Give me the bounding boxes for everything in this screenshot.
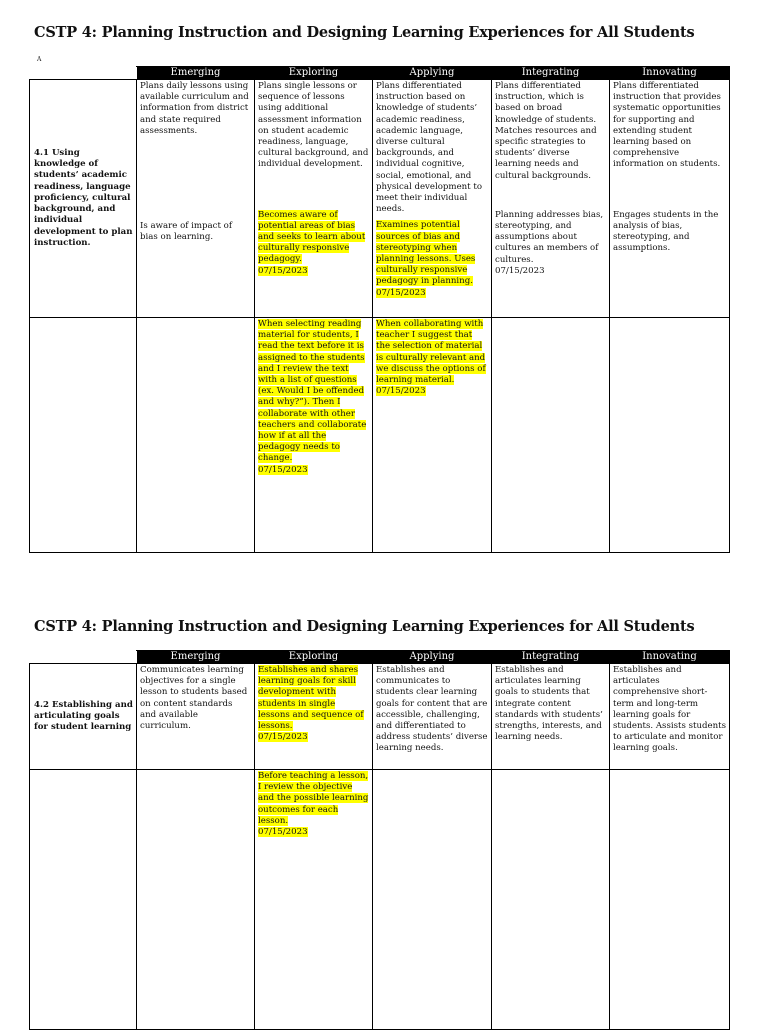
column-header-integrating: Integrating bbox=[492, 67, 610, 80]
evidence-emerging-cell bbox=[137, 770, 255, 1030]
header-blank-cell bbox=[30, 651, 137, 664]
column-header-innovating: Innovating bbox=[610, 67, 730, 80]
exploring-cell bbox=[255, 664, 373, 770]
exploring-bias-descriptor: Becomes aware of potential areas of bias and seeks to learn about culturally responsive pedagogy. bbox=[258, 209, 366, 265]
section1-header-row bbox=[30, 67, 730, 80]
section2-evidence-row bbox=[30, 770, 730, 1030]
exploring-descriptor: Plans single lessons or sequence of lessons using additional assessment information on student academic readiness, language, cultural background, and individual development. bbox=[258, 81, 369, 170]
exploring-cell bbox=[255, 80, 373, 318]
evidence-innovating-cell bbox=[610, 318, 730, 553]
integrating-bias-date: 07/15/2023 bbox=[495, 265, 545, 276]
evidence-integrating-cell bbox=[492, 770, 610, 1030]
applying-cell bbox=[373, 80, 492, 318]
evidence-applying-cell bbox=[373, 318, 492, 553]
section1-title: CSTP 4: Planning Instruction and Designing Learning Experiences for All Students bbox=[34, 24, 695, 41]
exploring-evidence-date: 07/15/2023 bbox=[258, 464, 308, 475]
section2-rubric-table bbox=[29, 650, 730, 1030]
exploring-evidence: When selecting reading material for students, I read the text before it is assigned to the students and I review the text with a list of questions (ex. Would I be offended and why?”). Then I collaborate with other teachers and collaborate how if at all the pedagogy needs to change. bbox=[258, 319, 367, 464]
section1-rubric-table bbox=[29, 66, 730, 553]
column-header-emerging: Emerging bbox=[137, 67, 255, 80]
column-header-integrating: Integrating bbox=[492, 651, 610, 664]
innovating-descriptor: Plans differentiated instruction that provides systematic opportunities for supporting and extending student learning based on comprehensive information on students. bbox=[613, 81, 721, 170]
exploring-date: 07/15/2023 bbox=[258, 732, 308, 743]
column-header-applying: Applying bbox=[373, 67, 492, 80]
innovating-descriptor: Establishes and articulates comprehensive short-term and long-term learning goals for students. Assists students to articulate and monitor learning goals. bbox=[610, 664, 730, 770]
innovating-cell bbox=[610, 80, 730, 318]
section1-marker: A bbox=[37, 56, 42, 63]
column-header-exploring: Exploring bbox=[255, 67, 373, 80]
section1-evidence-row bbox=[30, 318, 730, 553]
evidence-emerging-cell bbox=[137, 318, 255, 553]
applying-evidence-date: 07/15/2023 bbox=[376, 386, 426, 397]
column-header-exploring: Exploring bbox=[255, 651, 373, 664]
evidence-integrating-cell bbox=[492, 318, 610, 553]
emerging-bias-descriptor: Is aware of impact of bias on learning. bbox=[140, 221, 233, 243]
applying-bias-descriptor: Examines potential sources of bias and stereotyping when planning lessons. Uses culturally responsive pedagogy in planning. bbox=[376, 220, 476, 287]
innovating-bias-descriptor: Engages students in the analysis of bias, stereotyping, and assumptions. bbox=[613, 209, 719, 254]
applying-descriptor: Plans differentiated instruction based on knowledge of students’ academic readiness, academic language, diverse cultural backgrounds, and individual cognitive, social, emotional, and physical development to meet their individual needs. bbox=[376, 81, 482, 215]
evidence-element-cell bbox=[30, 770, 137, 1030]
applying-evidence: When collaborating with teacher I suggest that the selection of material is culturally relevant and we discuss the options of learning material. bbox=[376, 319, 486, 386]
exploring-evidence-date: 07/15/2023 bbox=[258, 827, 308, 838]
applying-descriptor: Establishes and communicates to students clear learning goals for content that are accessible, challenging, and differentiated to address students’ diverse learning needs. bbox=[373, 664, 492, 770]
integrating-cell bbox=[492, 80, 610, 318]
applying-bias-date: 07/15/2023 bbox=[376, 287, 426, 298]
integrating-descriptor: Establishes and articulates learning goals to students that integrate content standards with students’ strengths, interests, and learning needs. bbox=[492, 664, 610, 770]
emerging-cell bbox=[137, 80, 255, 318]
evidence-applying-cell bbox=[373, 770, 492, 1030]
exploring-descriptor: Establishes and shares learning goals for skill development with students in single lessons and sequence of lessons. bbox=[258, 665, 364, 732]
column-header-innovating: Innovating bbox=[610, 651, 730, 664]
section2-header-row bbox=[30, 651, 730, 664]
evidence-exploring-cell bbox=[255, 770, 373, 1030]
section2-title: CSTP 4: Planning Instruction and Designing Learning Experiences for All Students bbox=[34, 618, 695, 635]
emerging-descriptor: Communicates learning objectives for a single lesson to students based on content standards and available curriculum. bbox=[137, 664, 255, 770]
exploring-evidence: Before teaching a lesson, I review the objective and the possible learning outcomes for each lesson. bbox=[258, 771, 369, 826]
evidence-innovating-cell bbox=[610, 770, 730, 1030]
header-blank-cell bbox=[30, 67, 137, 80]
element-4-2-label: 4.2 Establishing and articulating goals for student learning bbox=[30, 664, 137, 770]
emerging-descriptor: Plans daily lessons using available curriculum and information from district and state required assessments. bbox=[140, 81, 249, 136]
element-4-1-label: 4.1 Using knowledge of students’ academic readiness, language proficiency, cultural background, and individual development to plan instruction. bbox=[30, 80, 137, 318]
column-header-applying: Applying bbox=[373, 651, 492, 664]
section2-descriptor-row bbox=[30, 664, 730, 770]
column-header-emerging: Emerging bbox=[137, 651, 255, 664]
exploring-bias-date: 07/15/2023 bbox=[258, 265, 308, 276]
integrating-descriptor: Plans differentiated instruction, which is based on broad knowledge of students. Matches resources and specific strategies to students’ diverse learning needs and cultural backgrounds. bbox=[495, 81, 597, 181]
section1-descriptor-row bbox=[30, 80, 730, 318]
evidence-element-cell bbox=[30, 318, 137, 553]
integrating-bias-descriptor: Planning addresses bias, stereotyping, and assumptions about cultures an members of cultures. bbox=[495, 209, 604, 265]
evidence-exploring-cell bbox=[255, 318, 373, 553]
